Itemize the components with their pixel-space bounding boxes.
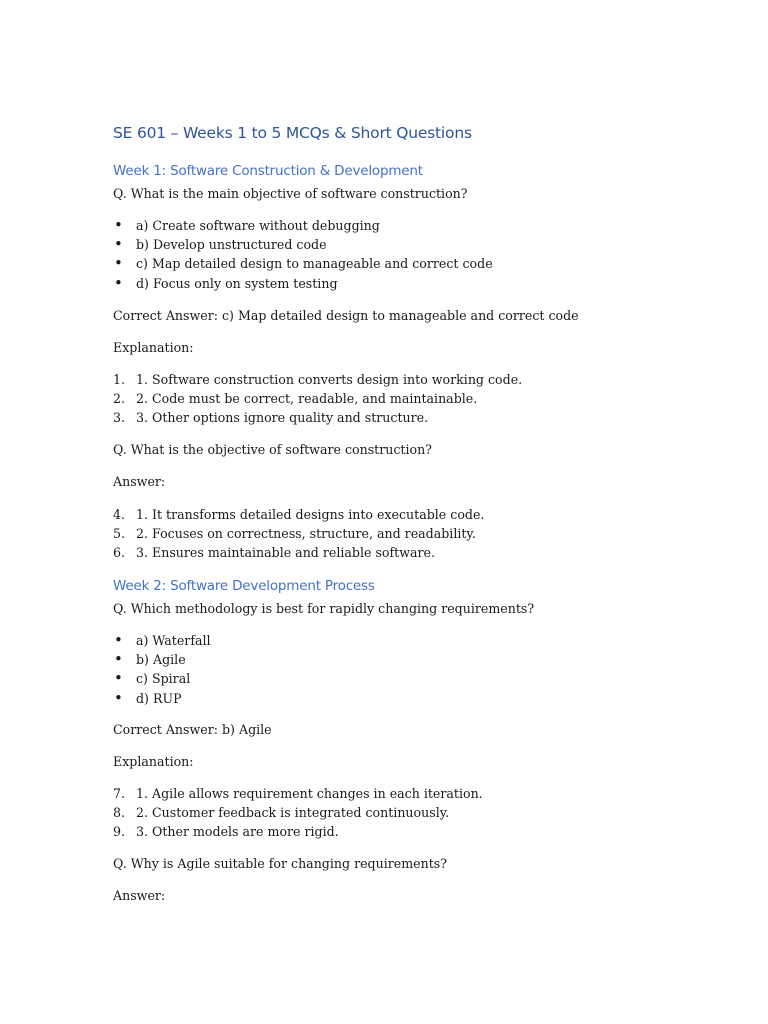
bullet-icon: • [114,688,123,707]
week2-q1-correct-answer: Correct Answer: b) Agile [113,722,272,737]
week1-q1-explanation-label: Explanation: [113,340,194,355]
week2-q2-question: Q. Why is Agile suitable for changing requirements? [113,856,447,871]
week2-q2-answer-label: Answer: [113,888,166,903]
week1-q2-answer-label: Answer: [113,474,166,489]
bullet-icon: • [114,650,123,669]
week2-q1-explanation-label: Explanation: [113,754,194,769]
week1-q1-question: Q. What is the main objective of software construction? [113,186,468,201]
week1-heading: Week 1: Software Construction & Development [113,163,423,179]
document-page: SE 601 – Weeks 1 to 5 MCQs & Short Questions Week 1: Software Construction & Development Q. What is the main objective of software construction? • a) Create software without debugging • b) Develop unstructured code • c) Map detailed design to manageable and correct code • d) Focus only on system testing Correct Answer: c) Map detailed design to manageable and correct code Explanation: 1. 1. Software construction converts design into working code. 2. 2. Code must be correct, readable, and maintainable. 3. 3. Other options ignore quality and structure. Q. What is the objective of software construction? Answer: 4. 1. It transforms detailed designs into executable code. 5. 2. Focuses on correctness, structure, and readability. 6. 3. Ensures maintainable and reliable software. Week 2: Software Development Process Q. Which methodology is best for rapidly changing requirements? • a) Waterfall • b) Agile • c) Spiral • d) RUP Correct Answer: b) Agile Explanation: 7. 1. Agile allows requirement changes in each iteration. 8. 2. Customer feedback is integrated continuously. 9. 3. Other models are more rigid. Q. Why is Agile suitable for changing requirements? Answer: [113,124,579,903]
bullet-icon: • [114,235,123,254]
bullet-icon: • [114,631,123,649]
document-title: SE 601 – Weeks 1 to 5 MCQs & Short Questions [113,124,472,142]
bullet-icon: • [114,273,123,292]
week1-q1-correct-answer: Correct Answer: c) Map detailed design to manageable and correct code [113,308,579,323]
bullet-icon: • [114,254,123,273]
week2-heading: Week 2: Software Development Process [113,578,375,594]
bullet-icon: • [114,669,123,688]
week1-q2-question: Q. What is the objective of software construction? [113,442,432,457]
bullet-icon: • [114,216,123,234]
week2-q1-question: Q. Which methodology is best for rapidly changing requirements? [113,601,535,616]
